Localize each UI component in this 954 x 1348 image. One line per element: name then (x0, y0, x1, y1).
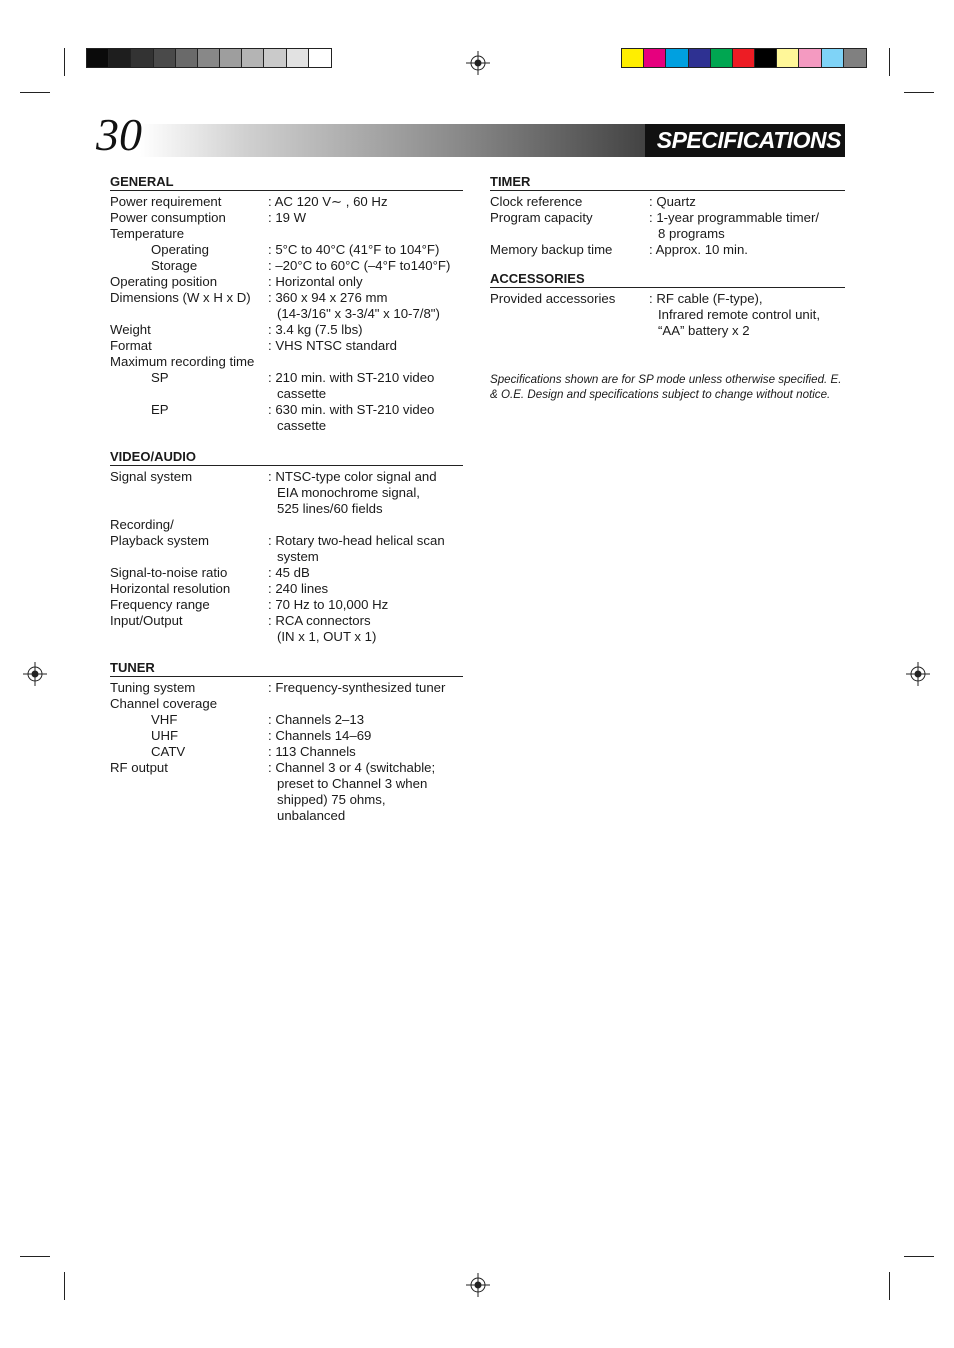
spec-row (110, 597, 463, 613)
registration-mark-icon (906, 662, 930, 686)
registration-mark-icon (466, 1273, 490, 1297)
spec-row (110, 274, 463, 290)
spec-list (110, 194, 463, 434)
spec-row (110, 370, 463, 386)
calibration-swatch (733, 49, 755, 67)
spec-label: Horizontal resolution (110, 581, 231, 596)
spec-row (110, 680, 463, 696)
spec-value: EIA monochrome signal, (277, 485, 420, 500)
spec-value: : 630 min. with ST-210 video (268, 402, 435, 417)
crop-mark (904, 1256, 934, 1257)
crop-mark (904, 92, 934, 93)
right-column (490, 174, 845, 339)
spec-label: UHF (151, 728, 179, 743)
section-title: ACCESSORIES (490, 271, 845, 288)
spec-row (110, 501, 463, 517)
calibration-swatch (755, 49, 777, 67)
spec-row (490, 194, 845, 210)
spec-label: Temperature (110, 226, 185, 241)
spec-label: SP (151, 370, 169, 385)
spec-value: cassette (277, 418, 327, 433)
spec-label (110, 485, 268, 501)
spec-value: : Channels 2–13 (268, 712, 365, 727)
spec-label (490, 307, 649, 323)
color-calibration-bar (621, 48, 867, 68)
calibration-swatch (844, 49, 866, 67)
spec-value: preset to Channel 3 when (277, 776, 428, 791)
spec-label: RF output (110, 760, 168, 775)
tuner-section (110, 660, 463, 824)
spec-row (110, 290, 463, 306)
spec-row (110, 242, 463, 258)
spec-value (268, 696, 463, 712)
spec-value: 525 lines/60 fields (277, 501, 383, 516)
spec-value: : 19 W (268, 210, 307, 225)
spec-row (110, 629, 463, 645)
timer-section (490, 174, 845, 258)
section-title: TIMER (490, 174, 845, 191)
spec-label: VHF (151, 712, 178, 727)
video-audio-section (110, 449, 463, 645)
page-header (96, 109, 845, 160)
spec-row (490, 242, 845, 258)
calibration-swatch (644, 49, 666, 67)
spec-row (110, 306, 463, 322)
spec-row (110, 210, 463, 226)
spec-value: : 70 Hz to 10,000 Hz (268, 597, 389, 612)
spec-label: Format (110, 338, 152, 353)
page-title: SPECIFICATIONS (645, 124, 845, 157)
spec-row (110, 322, 463, 338)
spec-label: Tuning system (110, 680, 196, 695)
calibration-swatch (264, 49, 286, 67)
spec-value: : 210 min. with ST-210 video (268, 370, 435, 385)
spec-row (110, 517, 463, 533)
spec-value: : Rotary two-head helical scan (268, 533, 445, 548)
spec-row (110, 533, 463, 549)
section-title: VIDEO/AUDIO (110, 449, 463, 466)
spec-label (490, 226, 649, 242)
spec-label: Power requirement (110, 194, 222, 209)
spec-value: 8 programs (658, 226, 725, 241)
spec-row (110, 728, 463, 744)
spec-label: Dimensions (W x H x D) (110, 290, 251, 305)
spec-row (490, 226, 845, 242)
spec-label: Program capacity (490, 210, 593, 225)
spec-value: shipped) 75 ohms, (277, 792, 386, 807)
spec-label (110, 629, 268, 645)
spec-value: : Channel 3 or 4 (switchable; (268, 760, 436, 775)
calibration-swatch (87, 49, 109, 67)
spec-row (490, 210, 845, 226)
calibration-swatch (176, 49, 198, 67)
spec-value: : Quartz (649, 194, 696, 209)
spec-value: unbalanced (277, 808, 346, 823)
calibration-swatch (154, 49, 176, 67)
spec-value: : RF cable (F-type), (649, 291, 763, 306)
spec-value (268, 517, 463, 533)
spec-list (110, 680, 463, 824)
left-column (110, 174, 463, 824)
spec-value: : 45 dB (268, 565, 310, 580)
spec-row (110, 338, 463, 354)
spec-row (110, 469, 463, 485)
spec-row (110, 565, 463, 581)
spec-label: Frequency range (110, 597, 210, 612)
calibration-swatch (198, 49, 220, 67)
spec-row (110, 354, 463, 370)
spec-value (268, 226, 463, 242)
spec-row (490, 307, 845, 323)
spec-label (110, 792, 268, 808)
spec-row (110, 613, 463, 629)
spec-label (110, 808, 268, 824)
spec-row (110, 549, 463, 565)
spec-row (110, 581, 463, 597)
spec-value: (14-3/16" x 3-3/4" x 10-7/8") (277, 306, 440, 321)
crop-mark (20, 1256, 50, 1257)
spec-value: : 240 lines (268, 581, 329, 596)
spec-row (110, 402, 463, 418)
spec-value: : 3.4 kg (7.5 lbs) (268, 322, 363, 337)
spec-row (110, 696, 463, 712)
registration-mark-icon (466, 51, 490, 75)
spec-label (110, 549, 268, 565)
spec-value: : 360 x 94 x 276 mm (268, 290, 388, 305)
spec-row (110, 712, 463, 728)
spec-value: : Frequency-synthesized tuner (268, 680, 446, 695)
spec-row (490, 291, 845, 307)
spec-value: : 113 Channels (268, 744, 356, 759)
spec-row (110, 776, 463, 792)
calibration-swatch (799, 49, 821, 67)
crop-mark (889, 1272, 890, 1300)
spec-label: Operating position (110, 274, 218, 289)
spec-value: : Approx. 10 min. (649, 242, 748, 257)
spec-row (110, 418, 463, 434)
spec-row (110, 194, 463, 210)
spec-label (490, 323, 649, 339)
spec-value: : Channels 14–69 (268, 728, 372, 743)
spec-label: Provided accessories (490, 291, 616, 306)
spec-label (110, 306, 268, 322)
calibration-swatch (622, 49, 644, 67)
spec-label: Weight (110, 322, 151, 337)
spec-label: Signal system (110, 469, 193, 484)
section-title: GENERAL (110, 174, 463, 191)
spec-row (490, 323, 845, 339)
spec-list (490, 291, 845, 339)
spec-value: “AA” battery x 2 (658, 323, 750, 338)
spec-label: Power consumption (110, 210, 226, 225)
spec-row (110, 792, 463, 808)
specification-note: Specifications shown are for SP mode unless otherwise specified. E. & O.E. Design and specifications subject to change without notice. (490, 373, 842, 402)
spec-list (490, 194, 845, 258)
spec-label: Signal-to-noise ratio (110, 565, 228, 580)
calibration-swatch (822, 49, 844, 67)
section-title: TUNER (110, 660, 463, 677)
calibration-swatch (689, 49, 711, 67)
calibration-swatch (242, 49, 264, 67)
spec-row (110, 808, 463, 824)
grayscale-calibration-bar (86, 48, 332, 68)
spec-row (110, 386, 463, 402)
crop-mark (20, 92, 50, 93)
spec-label: Playback system (110, 533, 209, 548)
spec-value: : –20°C to 60°C (–4°F to140°F) (268, 258, 451, 273)
spec-row (110, 760, 463, 776)
calibration-swatch (287, 49, 309, 67)
general-section (110, 174, 463, 434)
spec-value: : NTSC-type color signal and (268, 469, 437, 484)
calibration-swatch (711, 49, 733, 67)
spec-value: (IN x 1, OUT x 1) (277, 629, 377, 644)
spec-value: system (277, 549, 319, 564)
spec-value: : 5°C to 40°C (41°F to 104°F) (268, 242, 440, 257)
calibration-swatch (666, 49, 688, 67)
spec-value: : VHS NTSC standard (268, 338, 397, 353)
spec-label: Memory backup time (490, 242, 613, 257)
spec-label: Maximum recording time (110, 354, 255, 369)
spec-value: : 1-year programmable timer/ (649, 210, 820, 225)
spec-value (268, 354, 463, 370)
spec-label (110, 386, 268, 402)
spec-label (110, 501, 268, 517)
registration-mark-icon (23, 662, 47, 686)
calibration-swatch (220, 49, 242, 67)
spec-label: Input/Output (110, 613, 183, 628)
spec-value: : RCA connectors (268, 613, 371, 628)
page-number: 30 (96, 109, 142, 160)
calibration-swatch (109, 49, 131, 67)
spec-row (110, 226, 463, 242)
spec-value: cassette (277, 386, 327, 401)
spec-list (110, 469, 463, 645)
spec-row (110, 485, 463, 501)
spec-value: : AC 120 V∼ , 60 Hz (268, 194, 388, 209)
spec-label: EP (151, 402, 169, 417)
spec-row (110, 258, 463, 274)
calibration-swatch (309, 49, 331, 67)
spec-label: Recording/ (110, 517, 174, 532)
crop-mark (64, 48, 65, 76)
calibration-swatch (777, 49, 799, 67)
spec-label (110, 418, 268, 434)
spec-label: CATV (151, 744, 186, 759)
spec-label: Channel coverage (110, 696, 218, 711)
spec-label: Operating (151, 242, 209, 257)
spec-label (110, 776, 268, 792)
crop-mark (889, 48, 890, 76)
spec-value: Infrared remote control unit, (658, 307, 820, 322)
spec-row (110, 744, 463, 760)
spec-label: Storage (151, 258, 198, 273)
crop-mark (64, 1272, 65, 1300)
spec-label: Clock reference (490, 194, 583, 209)
calibration-swatch (131, 49, 153, 67)
accessories-section (490, 271, 845, 339)
spec-value: : Horizontal only (268, 274, 363, 289)
